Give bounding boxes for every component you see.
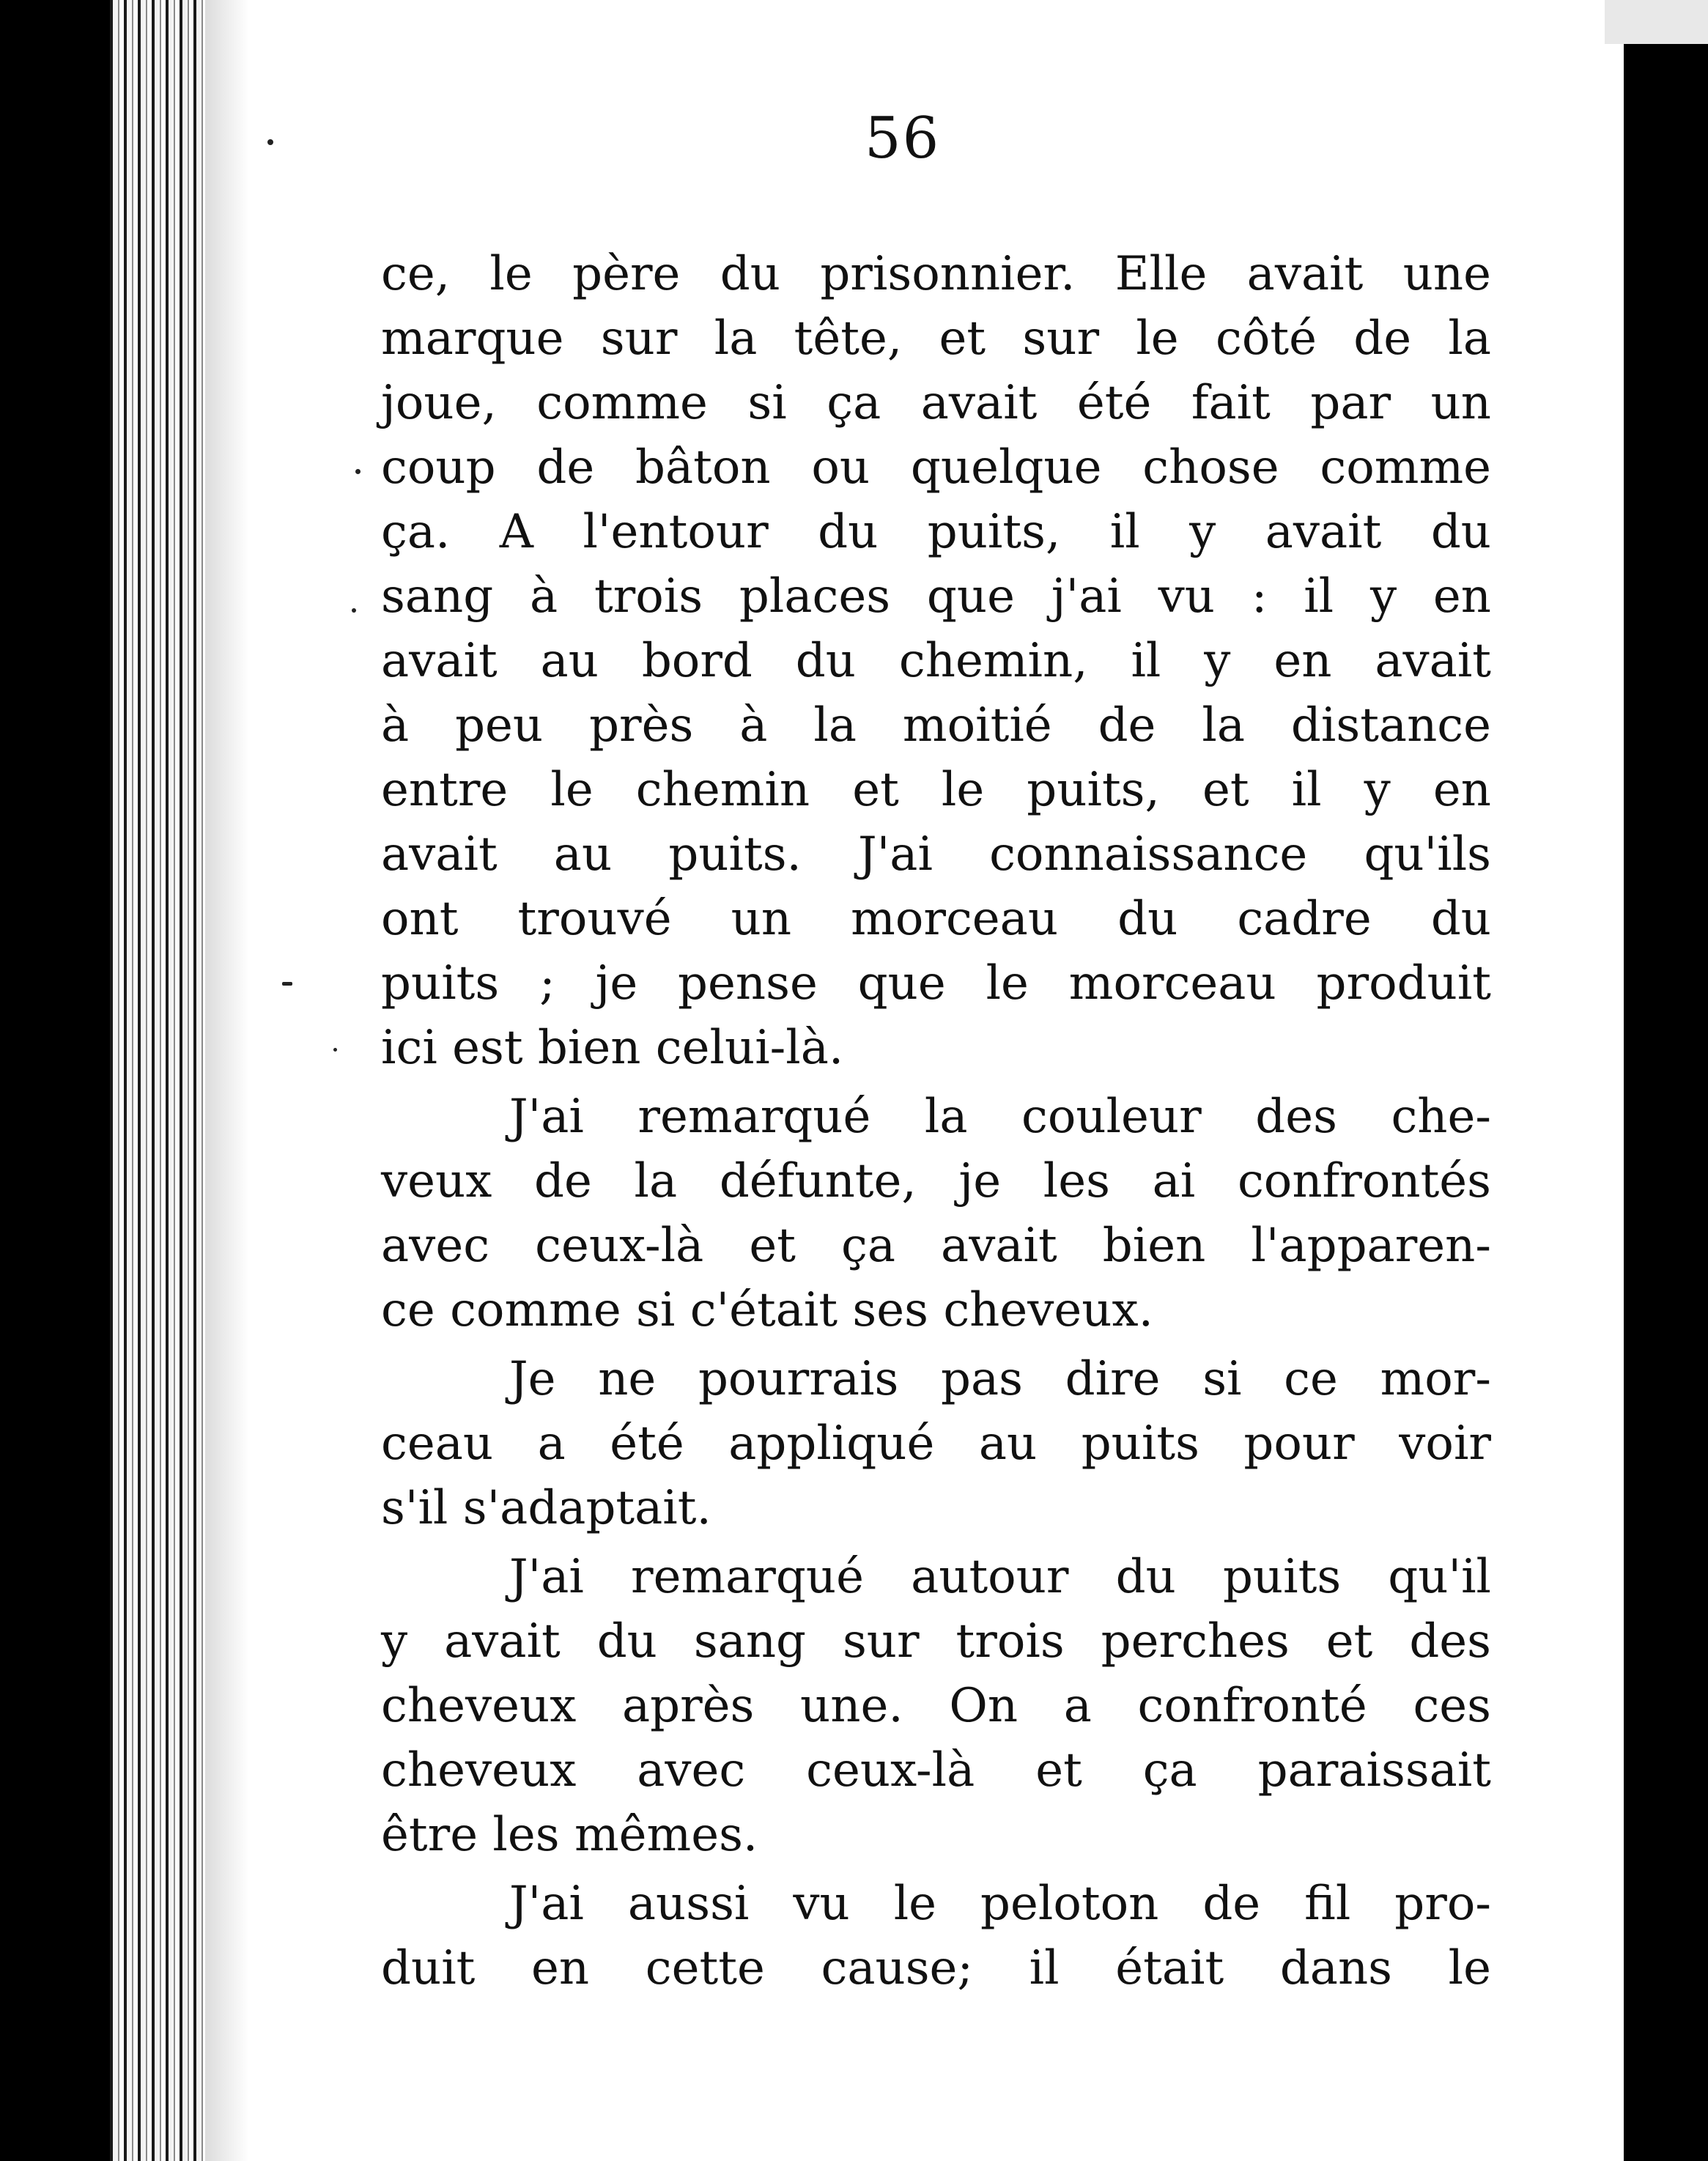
text-line: marque sur la tête, et sur le côté de la	[381, 311, 1491, 366]
text-line: coup de bâton ou quelque chose comme	[381, 440, 1491, 495]
text-line: ici est bien celui-là.	[381, 1021, 844, 1075]
scan-speck	[282, 982, 292, 986]
page-number: 56	[865, 106, 941, 171]
text-line: cheveux avec ceux-là et ça paraissait	[381, 1743, 1491, 1798]
page-fore-edge-shadow	[0, 0, 110, 2161]
text-line: puits ; je pense que le morceau produit	[381, 956, 1491, 1011]
text-line: Je ne pourrais pas dire si ce mor-	[509, 1352, 1491, 1406]
scan-speck	[352, 608, 356, 613]
paragraph	[381, 242, 1491, 1080]
paragraph	[381, 1347, 1491, 1540]
text-line: joue, comme si ça avait été fait par un	[381, 376, 1491, 430]
scan-right-border	[1624, 44, 1708, 2161]
text-line: ceau a été appliqué au puits pour voir	[381, 1416, 1491, 1471]
text-line: J'ai aussi vu le peloton de fil pro-	[509, 1877, 1491, 1931]
body-text	[381, 242, 1491, 2001]
text-line: avec ceux-là et ça avait bien l'apparen-	[381, 1219, 1491, 1273]
scan-corner	[1605, 0, 1708, 44]
text-line: y avait du sang sur trois perches et des	[381, 1614, 1491, 1669]
text-line: à peu près à la moitié de la distance	[381, 698, 1491, 753]
paragraph	[381, 1545, 1491, 1867]
paragraph	[381, 1872, 1491, 2001]
text-line: s'il s'adaptait.	[381, 1481, 711, 1535]
text-line: ce, le père du prisonnier. Elle avait une	[381, 247, 1491, 301]
text-line: sang à trois places que j'ai vu : il y en	[381, 569, 1491, 624]
scan-speck	[333, 1048, 337, 1052]
text-line: veux de la défunte, je les ai confrontés	[381, 1154, 1491, 1208]
text-line: ont trouvé un morceau du cadre du	[381, 892, 1491, 946]
scan-speck	[267, 139, 273, 145]
text-line: duit en cette cause; il était dans le	[381, 1941, 1491, 1995]
text-line: entre le chemin et le puits, et il y en	[381, 763, 1491, 817]
text-line: ce comme si c'était ses cheveux.	[381, 1283, 1153, 1337]
text-line: être les mêmes.	[381, 1808, 758, 1862]
text-line: J'ai remarqué la couleur des che-	[509, 1090, 1491, 1144]
paragraph	[381, 1085, 1491, 1342]
text-line: avait au bord du chemin, il y en avait	[381, 634, 1491, 688]
text-line: J'ai remarqué autour du puits qu'il	[509, 1550, 1491, 1604]
text-line: ça. A l'entour du puits, il y avait du	[381, 505, 1491, 559]
page-fore-edge-fade	[205, 0, 249, 2161]
text-line: avait au puits. J'ai connaissance qu'ils	[381, 827, 1491, 882]
scan-speck	[355, 469, 361, 474]
text-line: cheveux après une. On a confronté ces	[381, 1679, 1491, 1733]
page-fore-edge	[110, 0, 205, 2161]
